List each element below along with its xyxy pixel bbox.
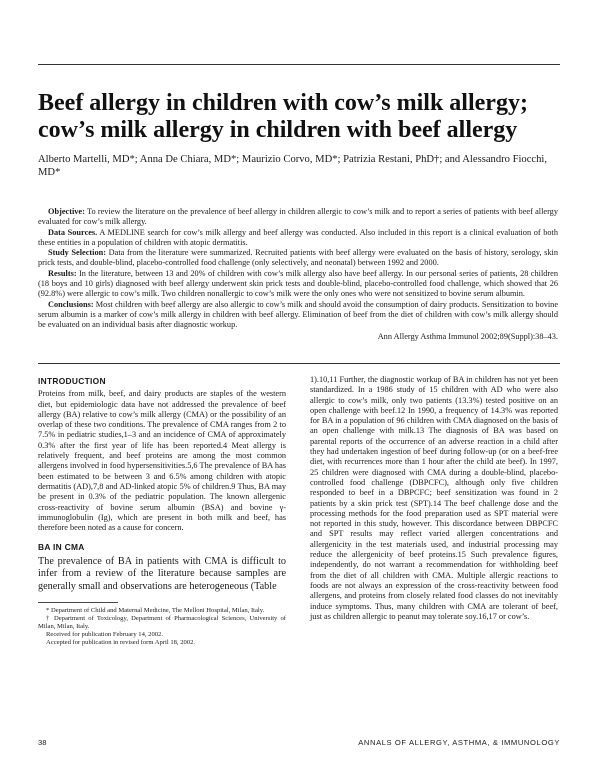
abstract-citation: Ann Allergy Asthma Immunol 2002;89(Suppl):38–43. <box>377 331 558 341</box>
left-column <box>38 376 286 648</box>
abstract-objective-text: To review the literature on the prevalence of beef allergy in children allergic to cow’s milk and to report a series of patients with beef allergy evaluated for cow’s milk allergy. <box>38 207 558 227</box>
right-column-text: 1).10,11 Further, the diagnostic workup of BA in children has not yet been standardized. In a 1986 study of 15 children with AD who were also allergic to cow’s milk, only two patients (13.3%) tested positive on an open challenge with beef.12 In 1990, a frequency of 14.3% was reported for BA in a population of 96 children with CMA diagnosed on the basis of an open challenge with milk.13 The diagnosis of BA was based on parental reports of the occurrence of an adverse reaction in a child after they had undertaken ingestion of beef during follow-up (or on a beef-free diet, with recurrences more than 1 hour after the child ate beef). In 1997, 25 children were diagnosed with CMA during a double-blind, placebo-controlled food challenge (DBPCFC), although only five children responded to beef in a DBPCFC; beef sensitization was found in 2 patients by a skin prick test (SPT).14 The beef challenge dose and the processing methods for the food preparation used as SPT material were not reported in this study, however. This discordance between DBPCFC and SPT results may reflect varied allergen concentrations and allergenicity in the test materials used, and industrial processing may reduce the allergenicity of beef proteins.15 Such prevalence figures, independently, do not warrant a recommendation for withholding beef from the diet of all children with CMA. Multiple allergic reactions to foods are not always an expression of the cross-reactivity between food allergens, and proteins from closely related food classes do not inevitably induce symptoms. Thus, many children with CMA are tolerant of beef, just as children allergic to peanut may tolerate soy.16,17 or cow’s. <box>310 375 558 621</box>
introduction-text: Proteins from milk, beef, and dairy products are staples of the western diet, but epidemiologic data have not addressed the prevalence of beef allergy (BA) relative to cow’s milk allergy (CMA) or the possibility of an overlap of these two conditions. The prevalence of CMA ranges from 2 to 7.5% in pediatric studies,1–3 and an incidence of CMA of approximately 0.3% after the first year of life has been reported.4 Meat allergy is relatively frequent, and beef proteins are among the most common allergens involved in food hypersensitivities.5,6 The prevalence of BA has been estimated to be between 3 and 6.5% among children with atopic dermatitis (AD),7,8 and AD-linked atopic 5% of children.9 Thus, BA may be present in 0.3% of the pediatric population. The known allergenic cross-reactivity of bovine serum albumin (BSA) and bovine γ-immunoglobulin (Ig), which are present in both milk and beef, has therefore been noted as a cause for concern. <box>38 389 286 533</box>
abstract-sources-label: Data Sources. <box>48 227 98 237</box>
abstract-conclusions-label: Conclusions: <box>48 299 94 309</box>
article-title: Beef allergy in children with cow’s milk allergy; cow’s milk allergy in children with beef allergy <box>38 90 528 143</box>
journal-name: ANNALS OF ALLERGY, ASTHMA, & IMMUNOLOGY <box>358 738 560 747</box>
abstract-conclusions-text: Most children with beef allergy are also allergic to cow’s milk and should avoid the consumption of dairy products. Sensitization to bovine serum albumin is a marker of cow’s milk allergy in children with beef allergy. Elimination of beef from the diet of children with cow’s milk allergy should be evaluated on an individual basis after diagnostic workup. <box>38 299 559 330</box>
right-column <box>310 375 558 622</box>
abstract-sources-text: A MEDLINE search for cow’s milk allergy and beef allergy was conducted. Also included in this report is a clinical evaluation of both these entities in a population of children with atopic dermatitis. <box>38 227 558 247</box>
abstract-results <box>38 269 558 300</box>
footnote-rule <box>38 602 118 603</box>
abstract-selection-label: Study Selection: <box>48 248 106 258</box>
abstract-objective <box>38 207 558 228</box>
abstract <box>38 207 558 342</box>
footnote-affiliation-1: * Department of Child and Maternal Medicine, The Melloni Hospital, Milan, Italy. <box>46 606 265 614</box>
abstract-selection-text: Data from the literature were summarized. Recruited patients with beef allergy were evaluated on the basis of history, serology, skin prick tests, and double-blind, placebo-controlled food challenge (only selectively, and neonatal) between 1992 and 2000. <box>38 248 559 268</box>
abstract-objective-label: Objective: <box>48 207 85 216</box>
footnote-accepted: Accepted for publication in revised form April 18, 2002. <box>46 639 196 647</box>
top-rule <box>38 64 560 65</box>
abstract-rule <box>38 363 560 364</box>
page-number: 38 <box>38 738 47 747</box>
section-heading-ba-in-cma: BA IN CMA <box>38 542 85 553</box>
ba-in-cma-text: The prevalence of BA in patients with CMA is difficult to infer from a review of the literature because samples are generally small and observations are heterogeneous (Table <box>38 555 286 592</box>
section-heading-introduction: INTRODUCTION <box>38 376 106 386</box>
abstract-sources <box>38 228 558 249</box>
footnote-affiliation-2: † Department of Toxicology, Department of Pharmacological Sciences, University of Milan, Milan, Italy. <box>38 614 286 630</box>
abstract-selection <box>38 248 558 269</box>
abstract-results-label: Results: <box>48 268 77 278</box>
abstract-conclusions <box>38 300 558 331</box>
footnote-received: Received for publication February 14, 2002. <box>46 631 164 639</box>
abstract-results-text: In the literature, between 13 and 20% of children with cow’s milk allergy also have beef allergy. In our personal series of patients, 28 children (18 boys and 10 girls) diagnosed with beef allergy underwent skin prick tests and double-blind, placebo-controlled food challenge, which showed that 26 (92.8%) were allergic to cow’s milk. Two children nonallergic to cow’s milk were the only ones who were not sensitized to bovine serum albumin. <box>38 268 558 299</box>
author-list: Alberto Martelli, MD*; Anna De Chiara, MD*; Maurizio Corvo, MD*; Patrizia Restani, PhD†; and Alessandro Fiocchi, MD* <box>38 154 548 178</box>
